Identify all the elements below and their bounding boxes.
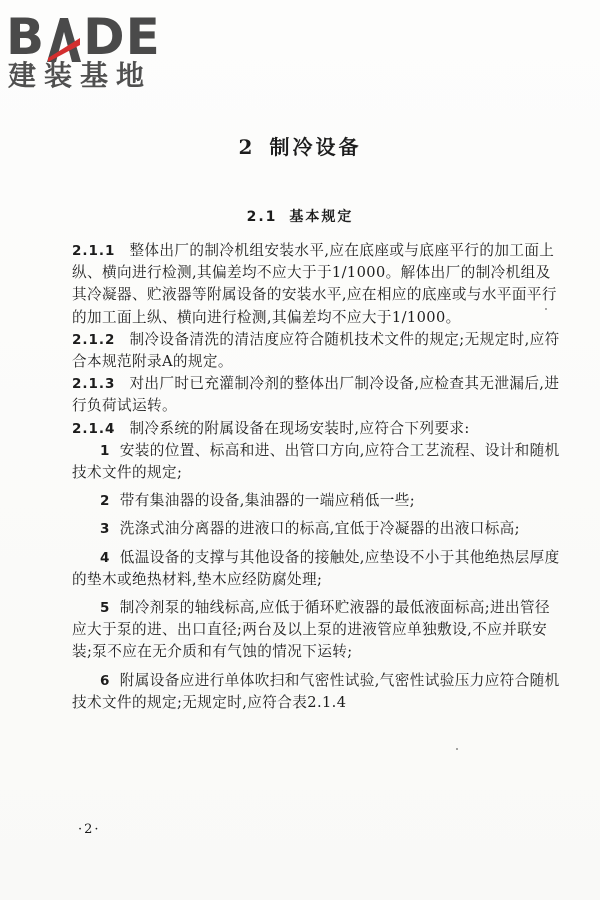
clause-number: 2.1.2 xyxy=(72,331,116,348)
logo-wordmark: B DE xyxy=(6,8,161,66)
list-item xyxy=(72,518,562,540)
clause-number: 2.1.1 xyxy=(72,243,116,259)
item-text: 低温设备的支撑与其他设备的接触处,应垫设不小于其他绝热层厚度的垫木或绝热材料,垫木应经防腐处理; xyxy=(72,548,560,588)
page-number: ·2· xyxy=(78,822,101,837)
item-text: 洗涤式油分离器的进液口的标高,宜低于冷凝器的出液口标高; xyxy=(119,520,520,538)
section-number: 2.1 xyxy=(246,209,278,225)
logo-a-mark xyxy=(47,12,81,62)
clause-text: 制冷设备清洗的清洁度应符合随机技术文件的规定;无规定时,应符合本规范附录A的规定。 xyxy=(72,330,560,371)
bade-logo xyxy=(6,4,176,94)
clause-text: 对出厂时已充灌制冷剂的整体出厂制冷设备,应检查其无泄漏后,进行负荷试运转。 xyxy=(72,375,560,415)
scan-speck xyxy=(456,748,458,750)
clause-number: 2.1.4 xyxy=(72,420,116,437)
scan-speck xyxy=(545,308,547,310)
item-text: 附属设备应进行单体吹扫和气密性试验,气密性试验压力应符合随机技术文件的规定;无规定时,应符合表2.1.4 xyxy=(72,671,560,711)
chapter-number: 2 xyxy=(238,135,256,159)
document-body xyxy=(72,240,562,714)
chapter-name: 制冷设备 xyxy=(269,135,362,159)
item-text: 制冷剂泵的轴线标高,应低于循环贮液器的最低液面标高;进出管径应大于泵的进、出口直径;两台及以上泵的进液管应单独敷设,不应并联安装;泵不应在无介质和有气蚀的情况下运转; xyxy=(72,599,550,661)
list-item xyxy=(72,597,562,664)
item-text: 带有集油器的设备,集油器的一端应稍低一些; xyxy=(119,492,416,510)
item-number: 6 xyxy=(100,672,110,689)
item-number: 4 xyxy=(100,549,110,566)
list-item xyxy=(72,440,562,484)
section-title xyxy=(0,206,600,226)
item-number: 1 xyxy=(100,442,110,459)
list-item xyxy=(72,490,562,512)
section-name: 基本规定 xyxy=(289,209,354,225)
clause-number: 2.1.3 xyxy=(72,376,116,393)
item-number: 2 xyxy=(100,493,110,510)
list-item xyxy=(72,670,562,714)
item-text: 安装的位置、标高和进、出管口方向,应符合工艺流程、设计和随机技术文件的规定; xyxy=(72,441,560,482)
clause-2-1-4 xyxy=(72,418,562,440)
clause-text: 制冷系统的附属设备在现场安装时,应符合下列要求: xyxy=(129,419,470,437)
item-number: 5 xyxy=(100,600,110,617)
logo-subtitle: 建装基地 xyxy=(8,59,153,92)
clause-text: 整体出厂的制冷机组安装水平,应在底座或与底座平行的加工面上纵、横向进行检测,其偏差均不应大于于1/1000。解体出厂的制冷机组及其冷凝器、贮液器等附属设备的安装水平,应在相应的底座或与水平面平行的加工面上纵、横向进行检测,其偏差均不应大于1/1000。 xyxy=(72,242,557,326)
clause-2-1-3 xyxy=(72,373,562,417)
clause-2-1-1 xyxy=(72,240,562,329)
list-item xyxy=(72,547,562,591)
chapter-title xyxy=(0,131,600,160)
item-number: 3 xyxy=(100,521,110,538)
clause-2-1-2 xyxy=(72,329,562,373)
